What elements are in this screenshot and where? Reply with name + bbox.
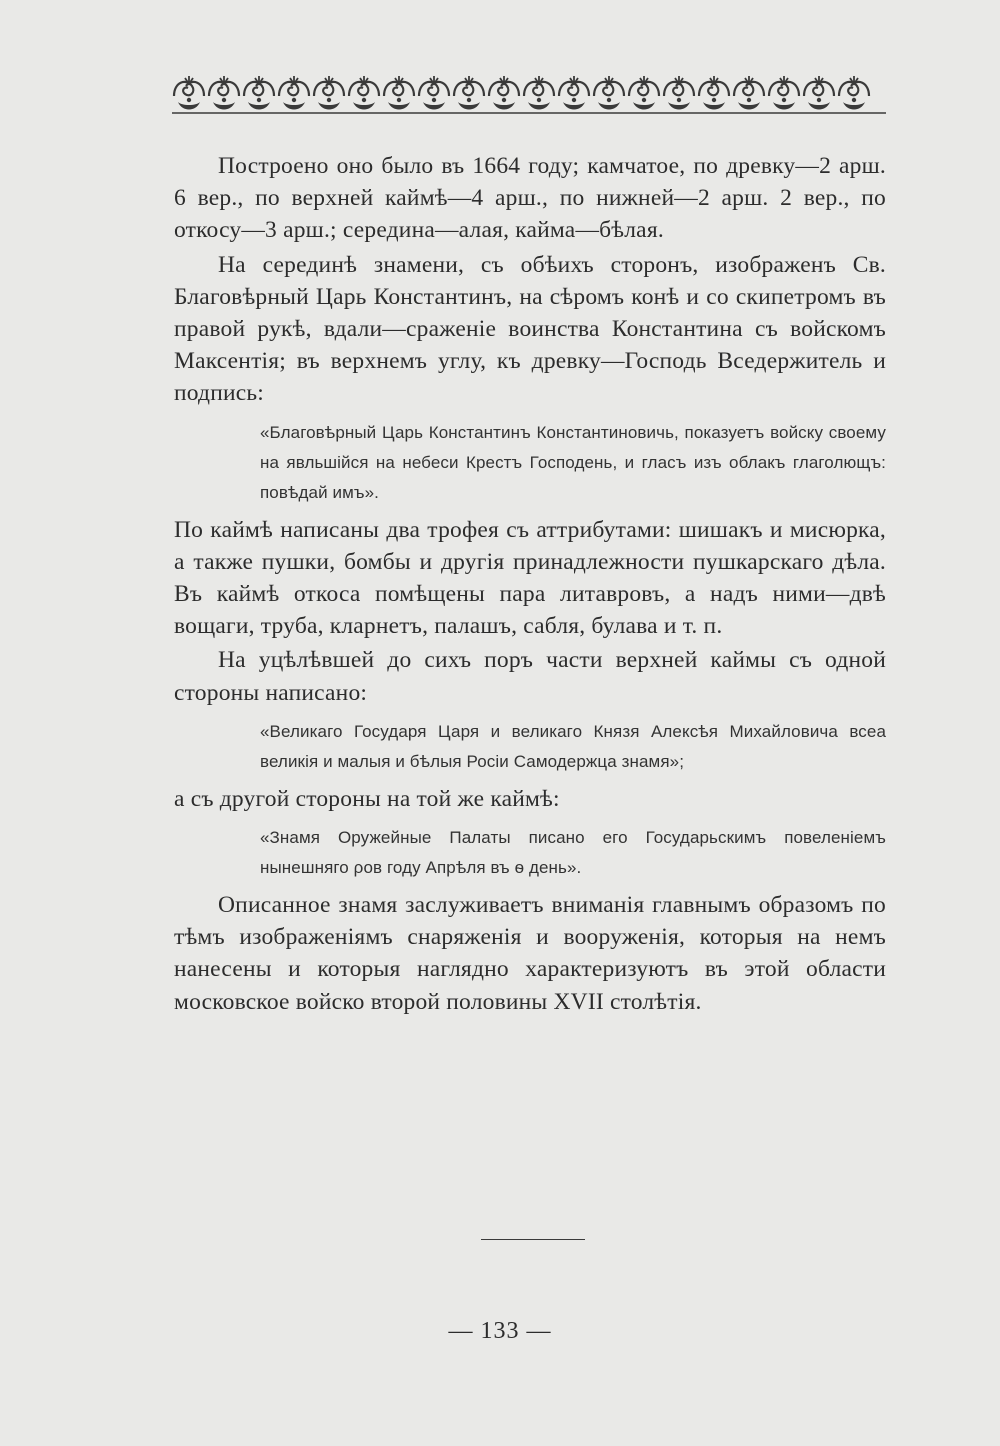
decorative-vine-border: [172, 70, 886, 116]
quote-inscription-1: «Благовѣрный Царь Константинъ Константиновичь, показуетъ войску своему на явльшійся на небеси Крестъ Господень, и гласъ изъ облакъ глаголющъ: повѣдай имъ».: [260, 422, 886, 502]
paragraph-3: По каймѣ написаны два трофея съ аттрибутами: шишакъ и мисюрка, а также пушки, бомбы и другія принадлежности пушкарскаго дѣла. Въ каймѣ откоса помѣщены пара литавровъ, а надъ ними—двѣ вощаги, труба, кларнетъ, палашъ, сабля, булава и т. п.: [174, 516, 886, 640]
paragraph-1: Построено оно было въ 1664 году; камчатое, по древку—2 арш. 6 вер., по верхней каймѣ—4 арш., по нижней—2 арш. 2 вер., по откосу—3 арш.; середина—алая, кайма—бѣлая.: [174, 153, 886, 244]
paragraph-6: Описанное знамя заслуживаетъ вниманія главнымъ образомъ по тѣмъ изображеніямъ снаряженія и вооруженія, которыя на немъ нанесены и которыя наглядно характеризуютъ въ этой области московское войско второй половины XVII столѣтія.: [174, 892, 886, 1015]
quote-inscription-2: «Великаго Государя Царя и великаго Князя Алексѣя Михайловича всеа великія и малыя и бѣлыя Росіи Самодержца знамя»;: [260, 721, 886, 771]
section-divider: [481, 1239, 585, 1240]
paragraph-2: На серединѣ знамени, съ обѣихъ сторонъ, изображенъ Св. Благовѣрный Царь Константинъ, на сѣромъ конѣ и со скипетромъ въ правой рукѣ, вдали—сраженіе воинства Константина съ войскомъ Максентія; въ верхнемъ углу, къ древку—Господь Вседержитель и подпись:: [174, 251, 886, 407]
paragraph-4: На уцѣлѣвшей до сихъ поръ части верхней каймы съ одной стороны написано:: [174, 647, 886, 706]
page-body: [174, 150, 886, 1018]
paragraph-5: а съ другой стороны на той же каймѣ:: [174, 785, 560, 812]
page-number: — 133 —: [448, 1318, 552, 1344]
quote-inscription-3: «Знамя Оружейные Палаты писано его Государьскимъ повеленіемъ нынешняго ροв году Апрѣля въ ѳ день».: [260, 828, 886, 878]
